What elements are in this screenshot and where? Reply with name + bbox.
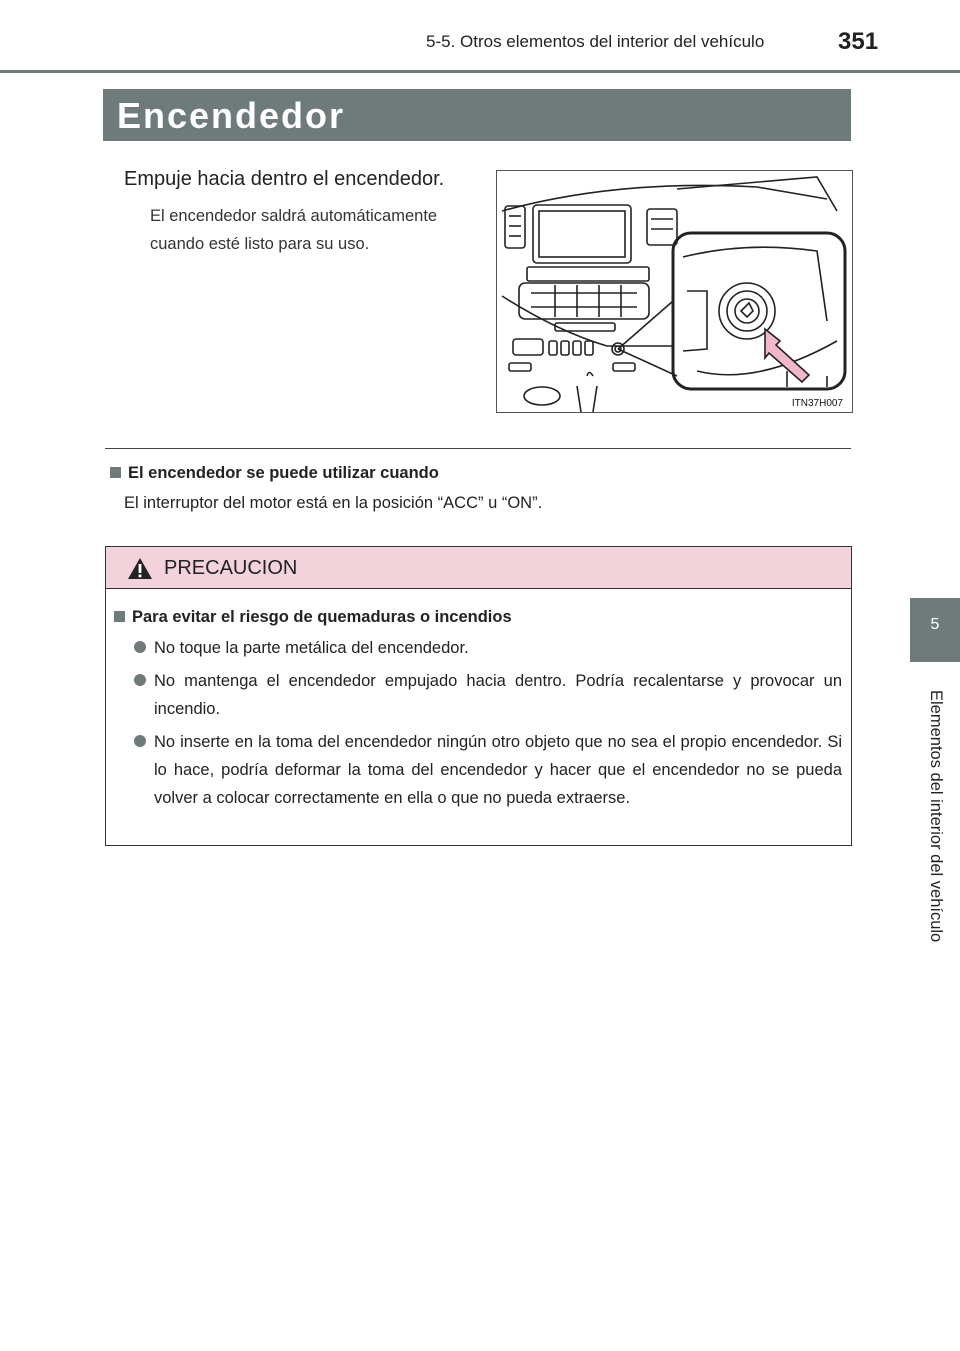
intro-note: El encendedor saldrá automáticamente cuando esté listo para su uso. [150,207,438,253]
chapter-tab [910,598,960,662]
page-number: 351 [838,28,879,55]
dashboard-illustration [497,171,852,412]
bullet-dot-icon [134,641,146,653]
caution-box [105,546,852,846]
section-divider [105,448,851,449]
caution-item: No toque la parte metálica del encendedor. [135,634,842,662]
bullet-dot-icon [134,674,146,686]
figure-code: ITN37H007 [791,398,843,409]
caution-item: No mantenga el encendedor empujado hacia dentro. Podría recalentarse y provocar un incendio. [135,667,842,723]
bullet-dot-icon [134,735,146,747]
condition-heading [110,464,439,483]
warning-icon [127,557,153,580]
header-divider [0,70,960,73]
chapter-label: Elementos del interior del vehículo [927,690,945,943]
title-bar [103,89,851,141]
caution-subtitle: Para evitar el riesgo de quemaduras o incendios [132,608,512,626]
caution-header [106,547,851,589]
condition-title: El encendedor se puede utilizar cuando [128,464,439,482]
square-bullet-icon [110,467,121,478]
intro-instruction: Empuje hacia dentro el encendedor. [124,168,445,190]
header-section-title: 5-5. Otros elementos del interior del vehículo [426,32,765,51]
square-bullet-icon [114,611,125,622]
page-title: Encendedor [117,95,346,136]
caution-title: PRECAUCION [164,557,298,579]
caution-subheading [114,608,512,627]
chapter-number: 5 [930,616,940,633]
condition-body: El interruptor del motor está en la posición “ACC” u “ON”. [124,494,543,512]
caution-item: No inserte en la toma del encendedor ningún otro objeto que no sea el propio encendedor. Si lo hace, podría deformar la toma del encendedor y hacer que el encendedor no se pueda volver a colocar correctamente en ella o que no pueda extraerse. [135,728,842,812]
lighter-figure [496,170,853,413]
